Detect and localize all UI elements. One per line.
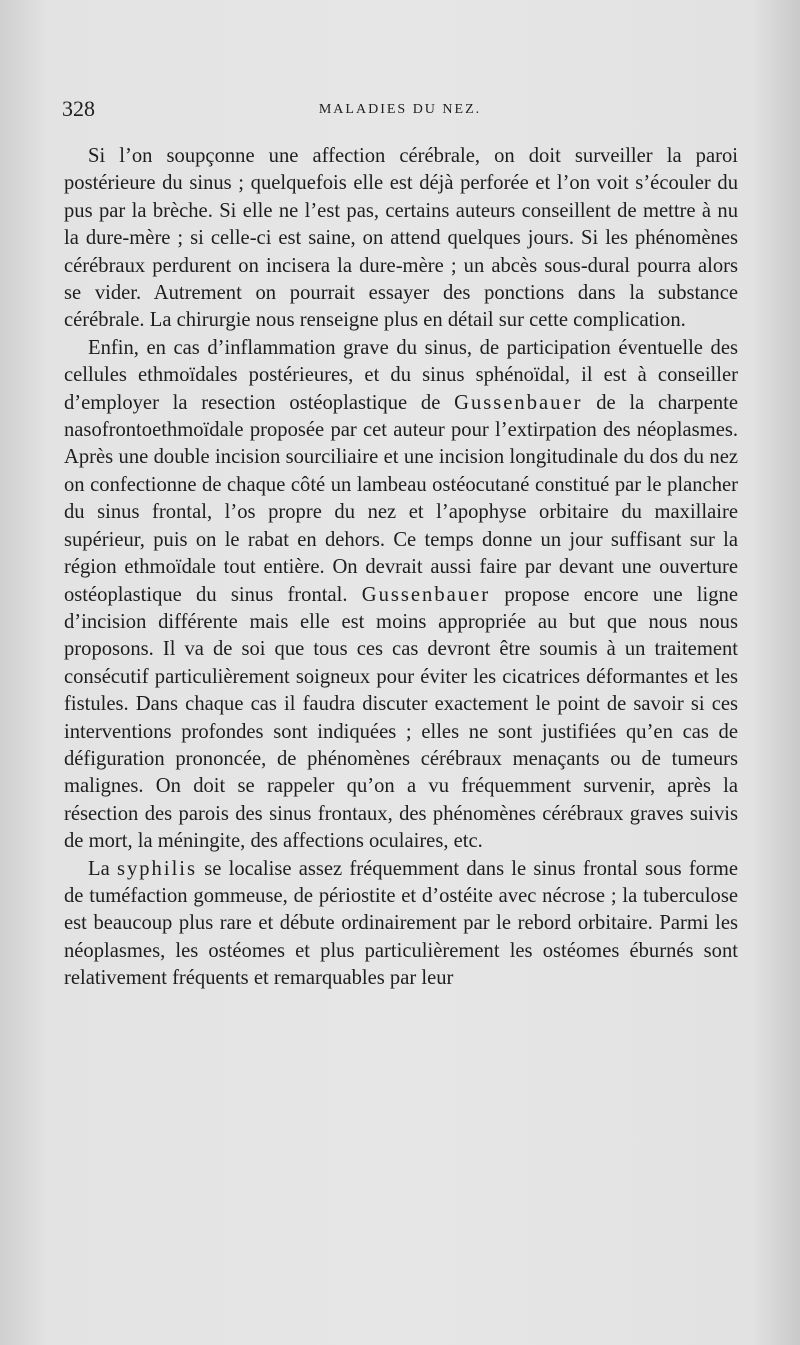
paragraph-text: se localise assez fréquemment dans le sinus frontal sous forme de tuméfaction gommeuse, de périostite et d’ostéite avec nécrose ; la tuberculose est beaucoup plus rare et débute ordinairement par le rebord orbitaire. Parmi les néoplasmes, les ostéomes et plus particulièrement les ostéomes éburnés sont relativement fréquents et remarquables par leur [64,857,738,990]
paragraph [64,856,738,993]
paragraph [64,143,738,335]
author-name: Gussenbauer [454,391,583,414]
author-name: Gussenbauer [361,583,491,606]
body-text [64,143,738,993]
page-number: 328 [62,96,95,121]
paragraph-text: propose encore une ligne d’incision différente mais elle est moins appropriée au but que nous nous proposons. Il va de soi que tous ces cas devront être soumis à un traitement consécutif particulièrement soigneux pour éviter les cicatrices déformantes et les fistules. Dans chaque cas il faudra discuter exactement le point de savoir si ces interventions profondes sont indiquées ; elles ne sont justifiées qu’en cas de défiguration prononcée, de phénomènes cérébraux menaçants ou de tumeurs malignes. On doit se rappeler qu’on a vu fréquemment survenir, après la résection des parois des sinus frontaux, des phénomènes cérébraux graves suivis de mort, la méningite, des affections oculaires, etc. [64,583,738,853]
paragraph-text: La [88,857,117,880]
paragraph-text: de la charpente nasofrontoethmoïdale proposée par cet auteur pour l’extirpation des néoplasmes. Après une double incision sourciliaire et une incision longitudinale du dos du nez on confectionne de chaque côté un lambeau ostéocutané constitué par le plancher du sinus frontal, l’os propre du nez et l’apophyse orbitaire du maxillaire supérieur, puis on le rabat en dehors. Ce temps donne un jour suffisant sur la région ethmoïdale tout entière. On devrait aussi faire par devant une ouverture ostéoplastique du sinus frontal. [64,391,738,606]
paragraph-text: Si l’on soupçonne une affection cérébrale, on doit surveiller la paroi postérieure du sinus ; quelquefois elle est déjà perforée et l’on voit s’écouler du pus par la brèche. Si elle ne l’est pas, certains auteurs conseillent de mettre à nu la dure-mère ; si celle-ci est saine, on attend quelques jours. Si les phénomènes cérébraux perdurent on incisera la dure-mère ; un abcès sous-dural pourra alors se vider. Autrement on pourrait essayer des ponctions dans la substance cérébrale. La chirurgie nous renseigne plus en détail sur cette complication. [64,145,738,332]
page-header [62,92,738,126]
paragraph [64,335,738,856]
paragraph-text: Enfin, en cas d’inflammation grave du sinus, de participation éventuelle des cellules ethmoïdales postérieures, et du sinus sphénoïdal, il est à conseiller d’employer la resection ostéoplastique de [64,336,738,414]
running-head: MALADIES DU NEZ. [318,102,482,117]
emphasized-term: syphilis [116,857,198,880]
